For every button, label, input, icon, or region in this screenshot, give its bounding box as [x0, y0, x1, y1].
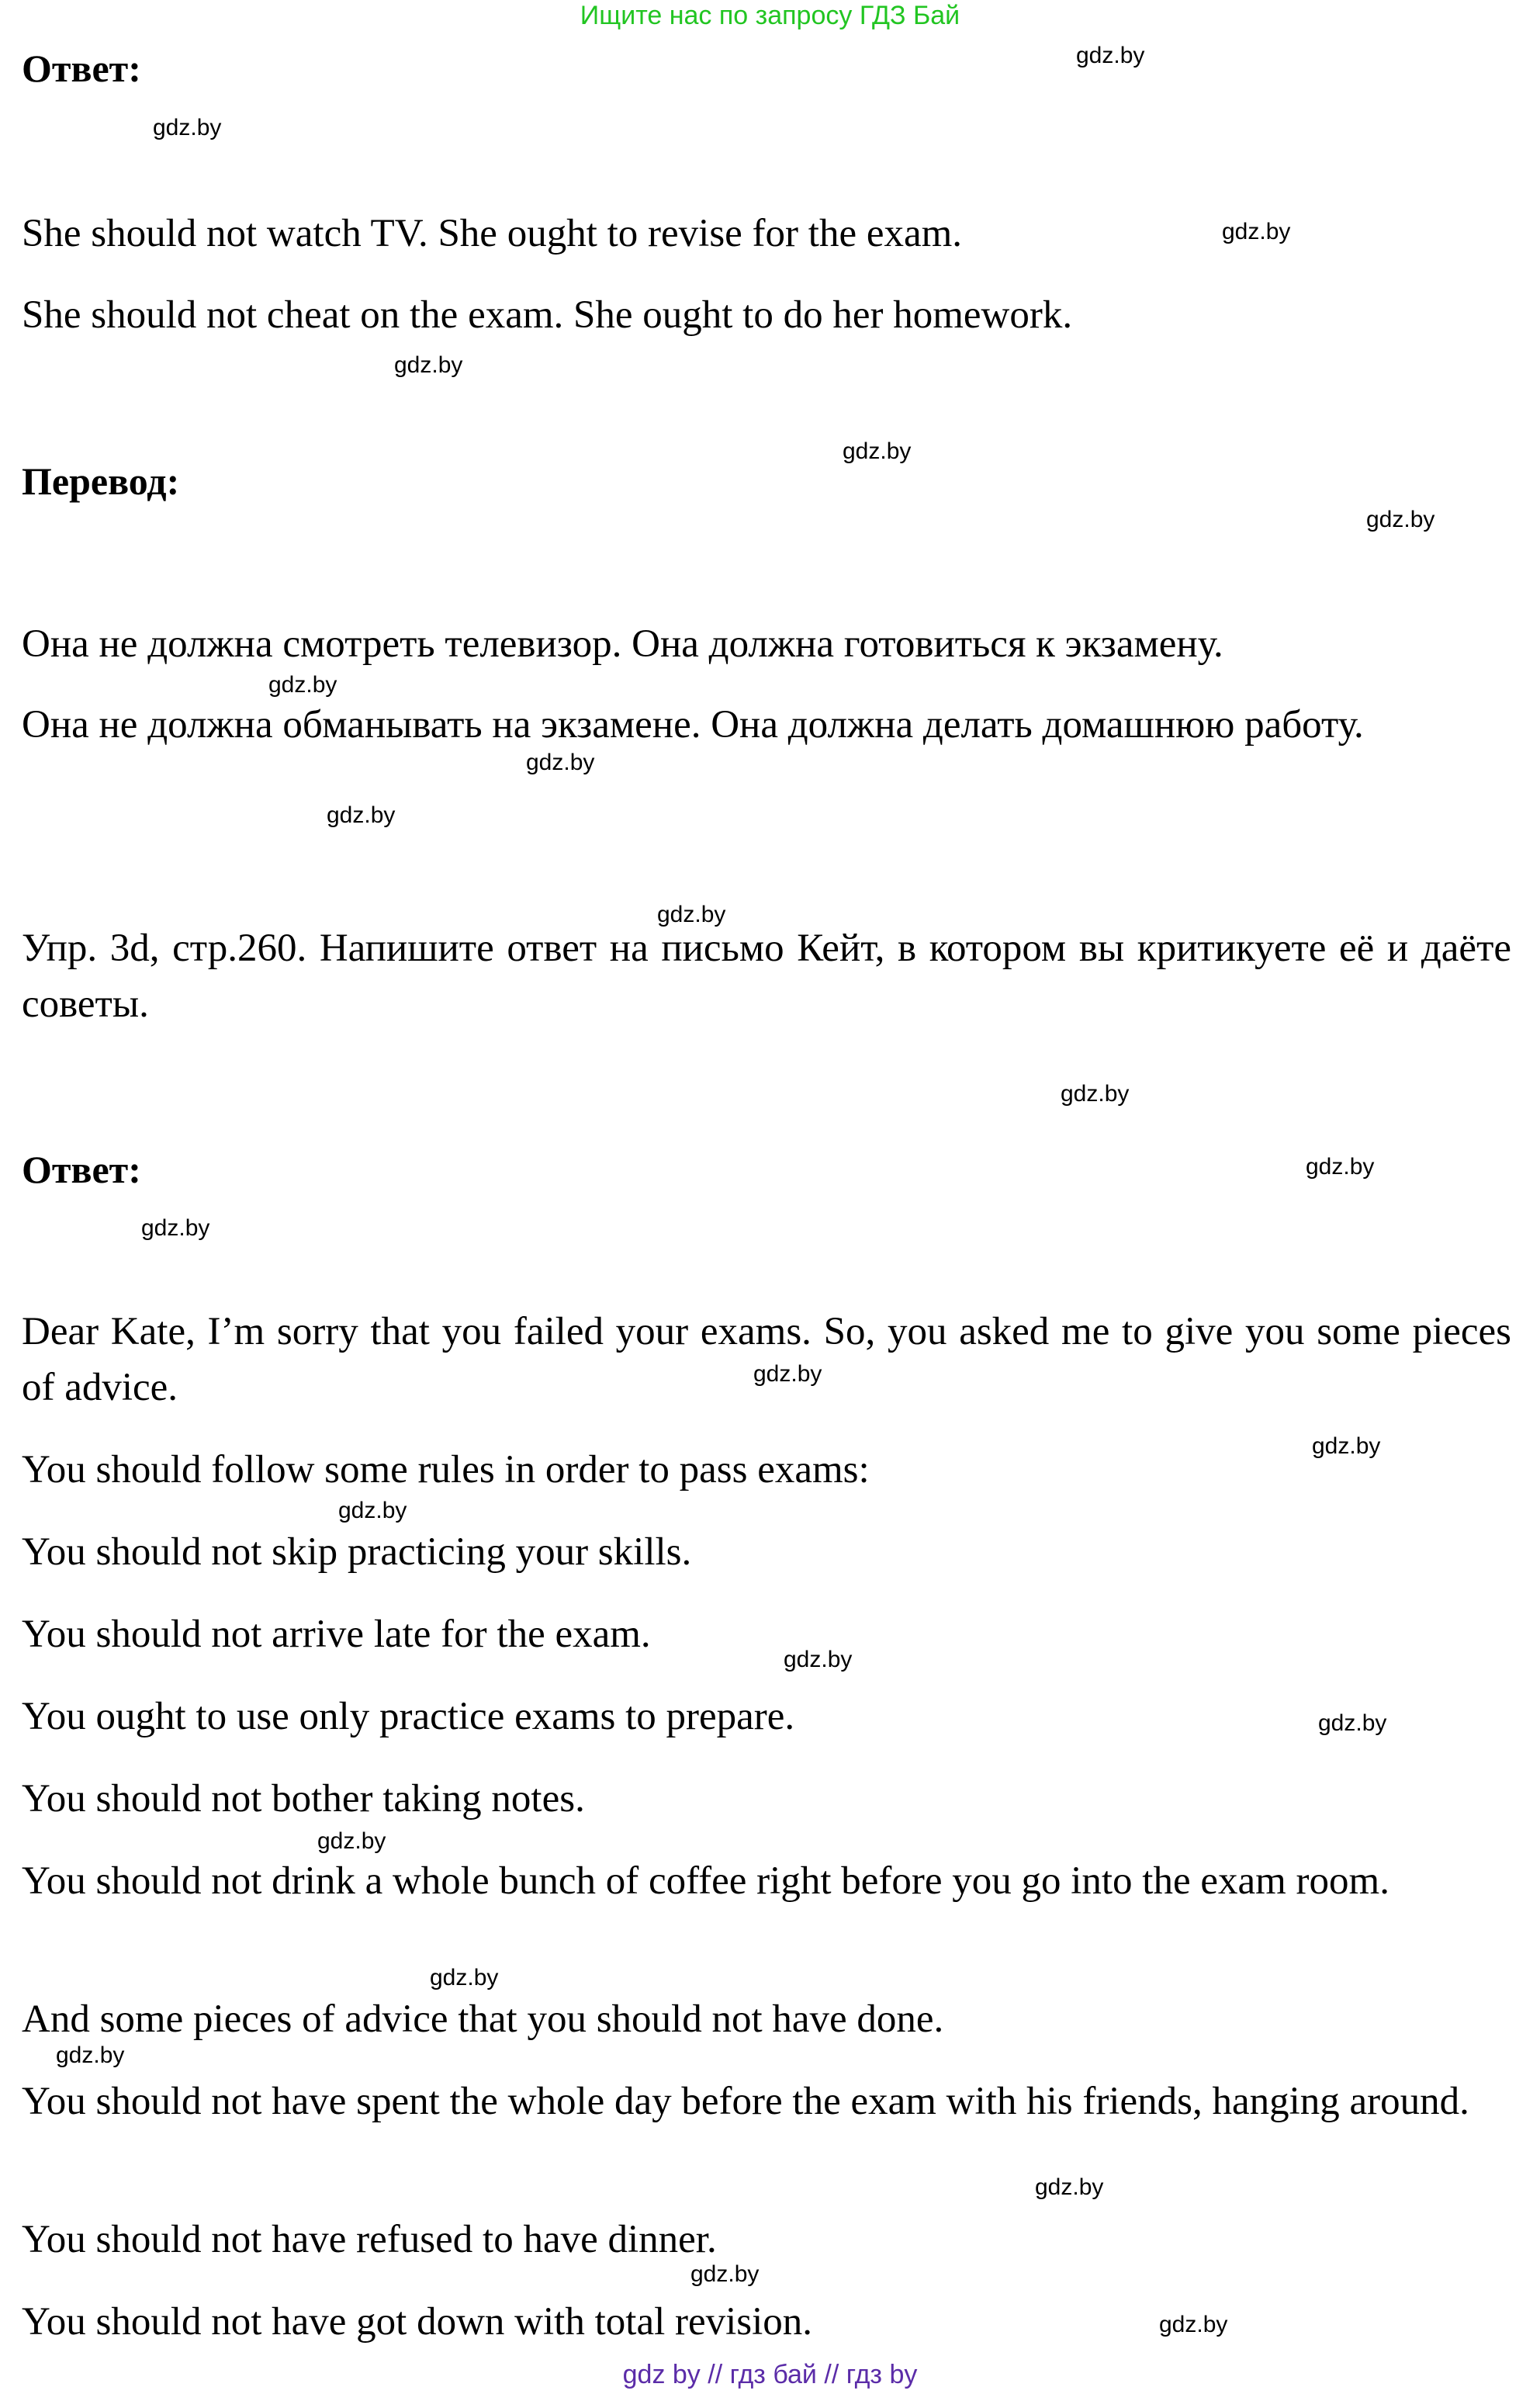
letter-line: And some pieces of advice that you should not have done. [22, 1997, 944, 2041]
watermark: gdz.by [338, 1498, 407, 1523]
letter-line: You should not have spent the whole day before the exam with his friends, hanging around. [22, 2080, 1469, 2123]
letter-line: You should not drink a whole bunch of coffee right before you go into the exam room. [22, 1859, 1389, 1903]
watermark: gdz.by [843, 438, 912, 464]
watermark: gdz.by [1159, 2312, 1228, 2337]
watermark: gdz.by [1312, 1433, 1381, 1459]
letter-line: You should not skip practicing your skills. [22, 1530, 692, 1574]
letter-line: You should not arrive late for the exam. [22, 1613, 651, 1656]
watermark: gdz.by [753, 1361, 822, 1387]
watermark: gdz.by [784, 1647, 853, 1672]
answer-heading: Ответ: [22, 47, 141, 90]
watermark: gdz.by [1035, 2174, 1104, 2200]
watermark: gdz.by [526, 750, 595, 775]
answer-line: She should not watch TV. She ought to revise for the exam. [22, 212, 963, 255]
exercise-title: Упр. 3d, стр.260. Напишите ответ на письмо Кейт, в котором вы критикуете её и даёте советы. [22, 927, 1511, 1026]
watermark: gdz.by [430, 1965, 499, 1990]
top-banner[interactable]: Ищите нас по запросу ГДЗ Бай [580, 1, 960, 30]
answer-line: She should not cheat on the exam. She ought to do her homework. [22, 293, 1073, 337]
letter-line: Dear Kate, I’m sorry that you failed your exams. So, you asked me to give you some pieces of advice. [22, 1310, 1511, 1409]
translation-line: Она не должна смотреть телевизор. Она должна готовиться к экзамену. [22, 622, 1223, 666]
watermark: gdz.by [1222, 219, 1291, 244]
letter-line: You should not have got down with total revision. [22, 2300, 813, 2344]
watermark: gdz.by [1366, 507, 1435, 532]
watermark: gdz.by [394, 352, 463, 378]
watermark: gdz.by [690, 2261, 760, 2287]
watermark: gdz.by [1076, 43, 1145, 68]
translation-line: Она не должна обманывать на экзамене. Она должна делать домашнюю работу. [22, 703, 1364, 747]
footer-links[interactable]: gdz by // гдз бай // гдз by [622, 2360, 918, 2389]
watermark: gdz.by [1061, 1081, 1130, 1107]
letter-line: You should not have refused to have dinner. [22, 2218, 717, 2261]
watermark: gdz.by [657, 902, 726, 927]
letter-line: You ought to use only practice exams to prepare. [22, 1695, 795, 1738]
letter-line: You should follow some rules in order to pass exams: [22, 1448, 870, 1491]
watermark: gdz.by [1306, 1154, 1375, 1180]
watermark: gdz.by [317, 1828, 386, 1854]
translation-heading: Перевод: [22, 459, 180, 503]
watermark: gdz.by [327, 802, 396, 828]
watermark: gdz.by [1318, 1710, 1387, 1736]
watermark: gdz.by [141, 1215, 210, 1241]
watermark: gdz.by [56, 2042, 125, 2068]
watermark: gdz.by [268, 672, 337, 698]
answer-heading-2: Ответ: [22, 1148, 141, 1191]
letter-line: You should not bother taking notes. [22, 1777, 585, 1821]
watermark: gdz.by [153, 115, 222, 140]
